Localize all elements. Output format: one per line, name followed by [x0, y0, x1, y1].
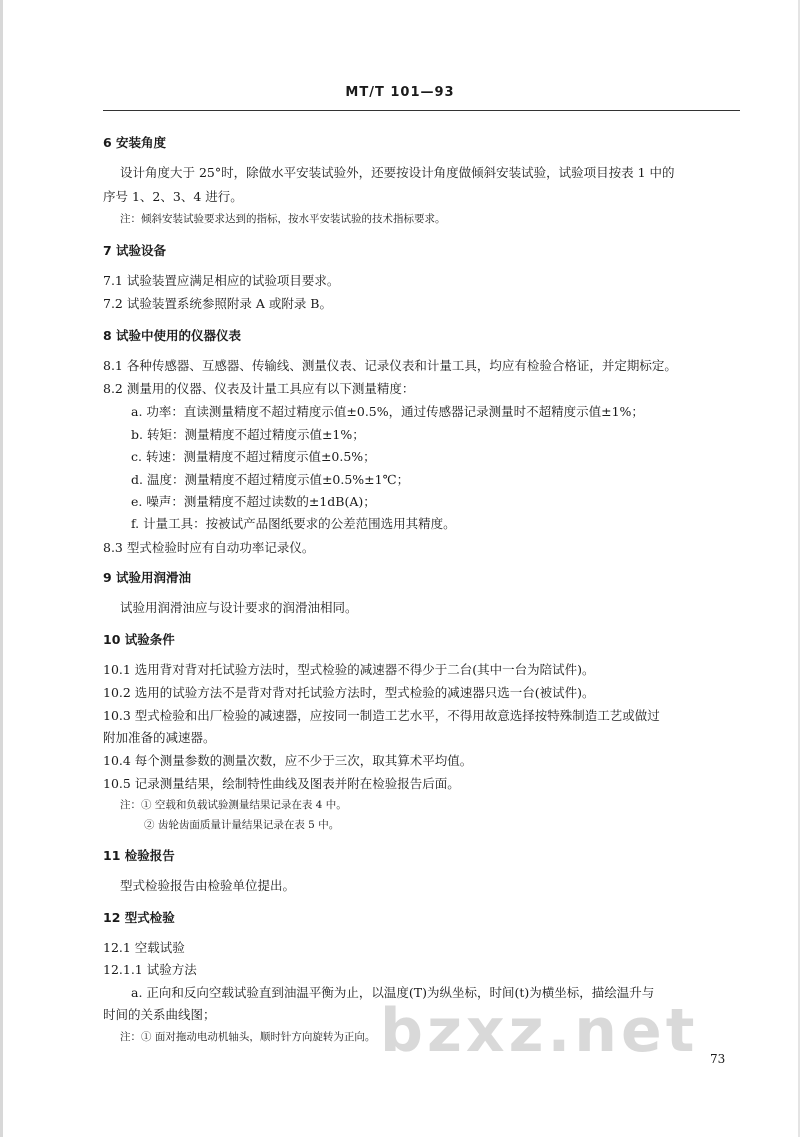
clause-8-1: 8.1 各种传感器、互感器、传输线、测量仪表、记录仪表和计量工具，均应有检验合格证，并定期标定。 — [103, 358, 677, 373]
watermark: bzxz.net — [380, 996, 699, 1066]
section-7-title: 7 试验设备 — [103, 243, 167, 258]
clause-12-1-1: 12.1.1 试验方法 — [103, 962, 197, 977]
clause-7-1: 7.1 试验装置应满足相应的试验项目要求。 — [103, 273, 340, 288]
section-6-para-line2: 序号 1、2、3、4 进行。 — [103, 189, 243, 204]
section-10-note-2: ② 齿轮齿面质量计量结果记录在表 5 中。 — [144, 819, 340, 831]
clause-10-4: 10.4 每个测量参数的测量次数，应不少于三次，取其算术平均值。 — [103, 753, 473, 768]
clause-8-2-f: f. 计量工具：按被试产品图纸要求的公差范围选用其精度。 — [131, 516, 456, 531]
clause-8-2-d: d. 温度：测量精度不超过精度示值±0.5%±1℃； — [131, 472, 410, 487]
section-12-title: 12 型式检验 — [103, 910, 175, 925]
section-11-title: 11 检验报告 — [103, 848, 175, 863]
clause-10-2: 10.2 选用的试验方法不是背对背对托试验方法时，型式检验的减速器只选一台(被试件)。 — [103, 685, 595, 700]
section-9-title: 9 试验用润滑油 — [103, 570, 192, 585]
clause-10-1: 10.1 选用背对背对托试验方法时，型式检验的减速器不得少于二台(其中一台为陪试件)。 — [103, 662, 595, 677]
section-8-title: 8 试验中使用的仪器仪表 — [103, 328, 242, 343]
section-6-note: 注：倾斜安装试验要求达到的指标，按水平安装试验的技术指标要求。 — [120, 213, 446, 225]
clause-8-2-a: a. 功率：直读测量精度不超过精度示值±0.5%，通过传感器记录测量时不超精度示值±1%； — [131, 404, 644, 419]
clause-10-3-line1: 10.3 型式检验和出厂检验的减速器，应按同一制造工艺水平，不得用故意选择按特殊制造工艺或做过 — [103, 708, 660, 723]
clause-12-a-line1: a. 正向和反向空载试验直到油温平衡为止，以温度(T)为纵坐标，时间(t)为横坐标，描绘温升与 — [131, 985, 655, 1000]
section-9-para: 试验用润滑油应与设计要求的润滑油相同。 — [120, 600, 358, 615]
clause-7-2: 7.2 试验装置系统参照附录 A 或附录 B。 — [103, 296, 332, 311]
clause-10-3-line2: 附加准备的减速器。 — [103, 730, 216, 745]
page-number: 73 — [710, 1052, 726, 1066]
section-12-note: 注：① 面对拖动电动机轴头，顺时针方向旋转为正向。 — [120, 1031, 376, 1043]
section-10-note-1: 注：① 空载和负载试验测量结果记录在表 4 中。 — [120, 799, 347, 811]
clause-12-a-line2: 时间的关系曲线图； — [103, 1007, 216, 1022]
section-6-para-line1: 设计角度大于 25°时，除做水平安装试验外，还要按设计角度做倾斜安装试验，试验项目按表 1 中的 — [120, 165, 675, 180]
clause-8-3: 8.3 型式检验时应有自动功率记录仪。 — [103, 540, 315, 555]
section-11-para: 型式检验报告由检验单位提出。 — [120, 878, 296, 893]
section-6-title: 6 安装角度 — [103, 135, 167, 150]
clause-12-1: 12.1 空载试验 — [103, 940, 185, 955]
clause-8-2-e: e. 噪声：测量精度不超过读数的±1dB(A)； — [131, 494, 376, 509]
page-header: MT/T 101—93 — [345, 85, 455, 100]
clause-10-5: 10.5 记录测量结果，绘制特性曲线及图表并附在检验报告后面。 — [103, 776, 460, 791]
clause-8-2-c: c. 转速：测量精度不超过精度示值±0.5%； — [131, 449, 376, 464]
clause-8-2: 8.2 测量用的仪器、仪表及计量工具应有以下测量精度： — [103, 381, 415, 396]
section-10-title: 10 试验条件 — [103, 632, 175, 647]
clause-8-2-b: b. 转矩：测量精度不超过精度示值±1%； — [131, 427, 365, 442]
header-rule — [103, 110, 740, 111]
